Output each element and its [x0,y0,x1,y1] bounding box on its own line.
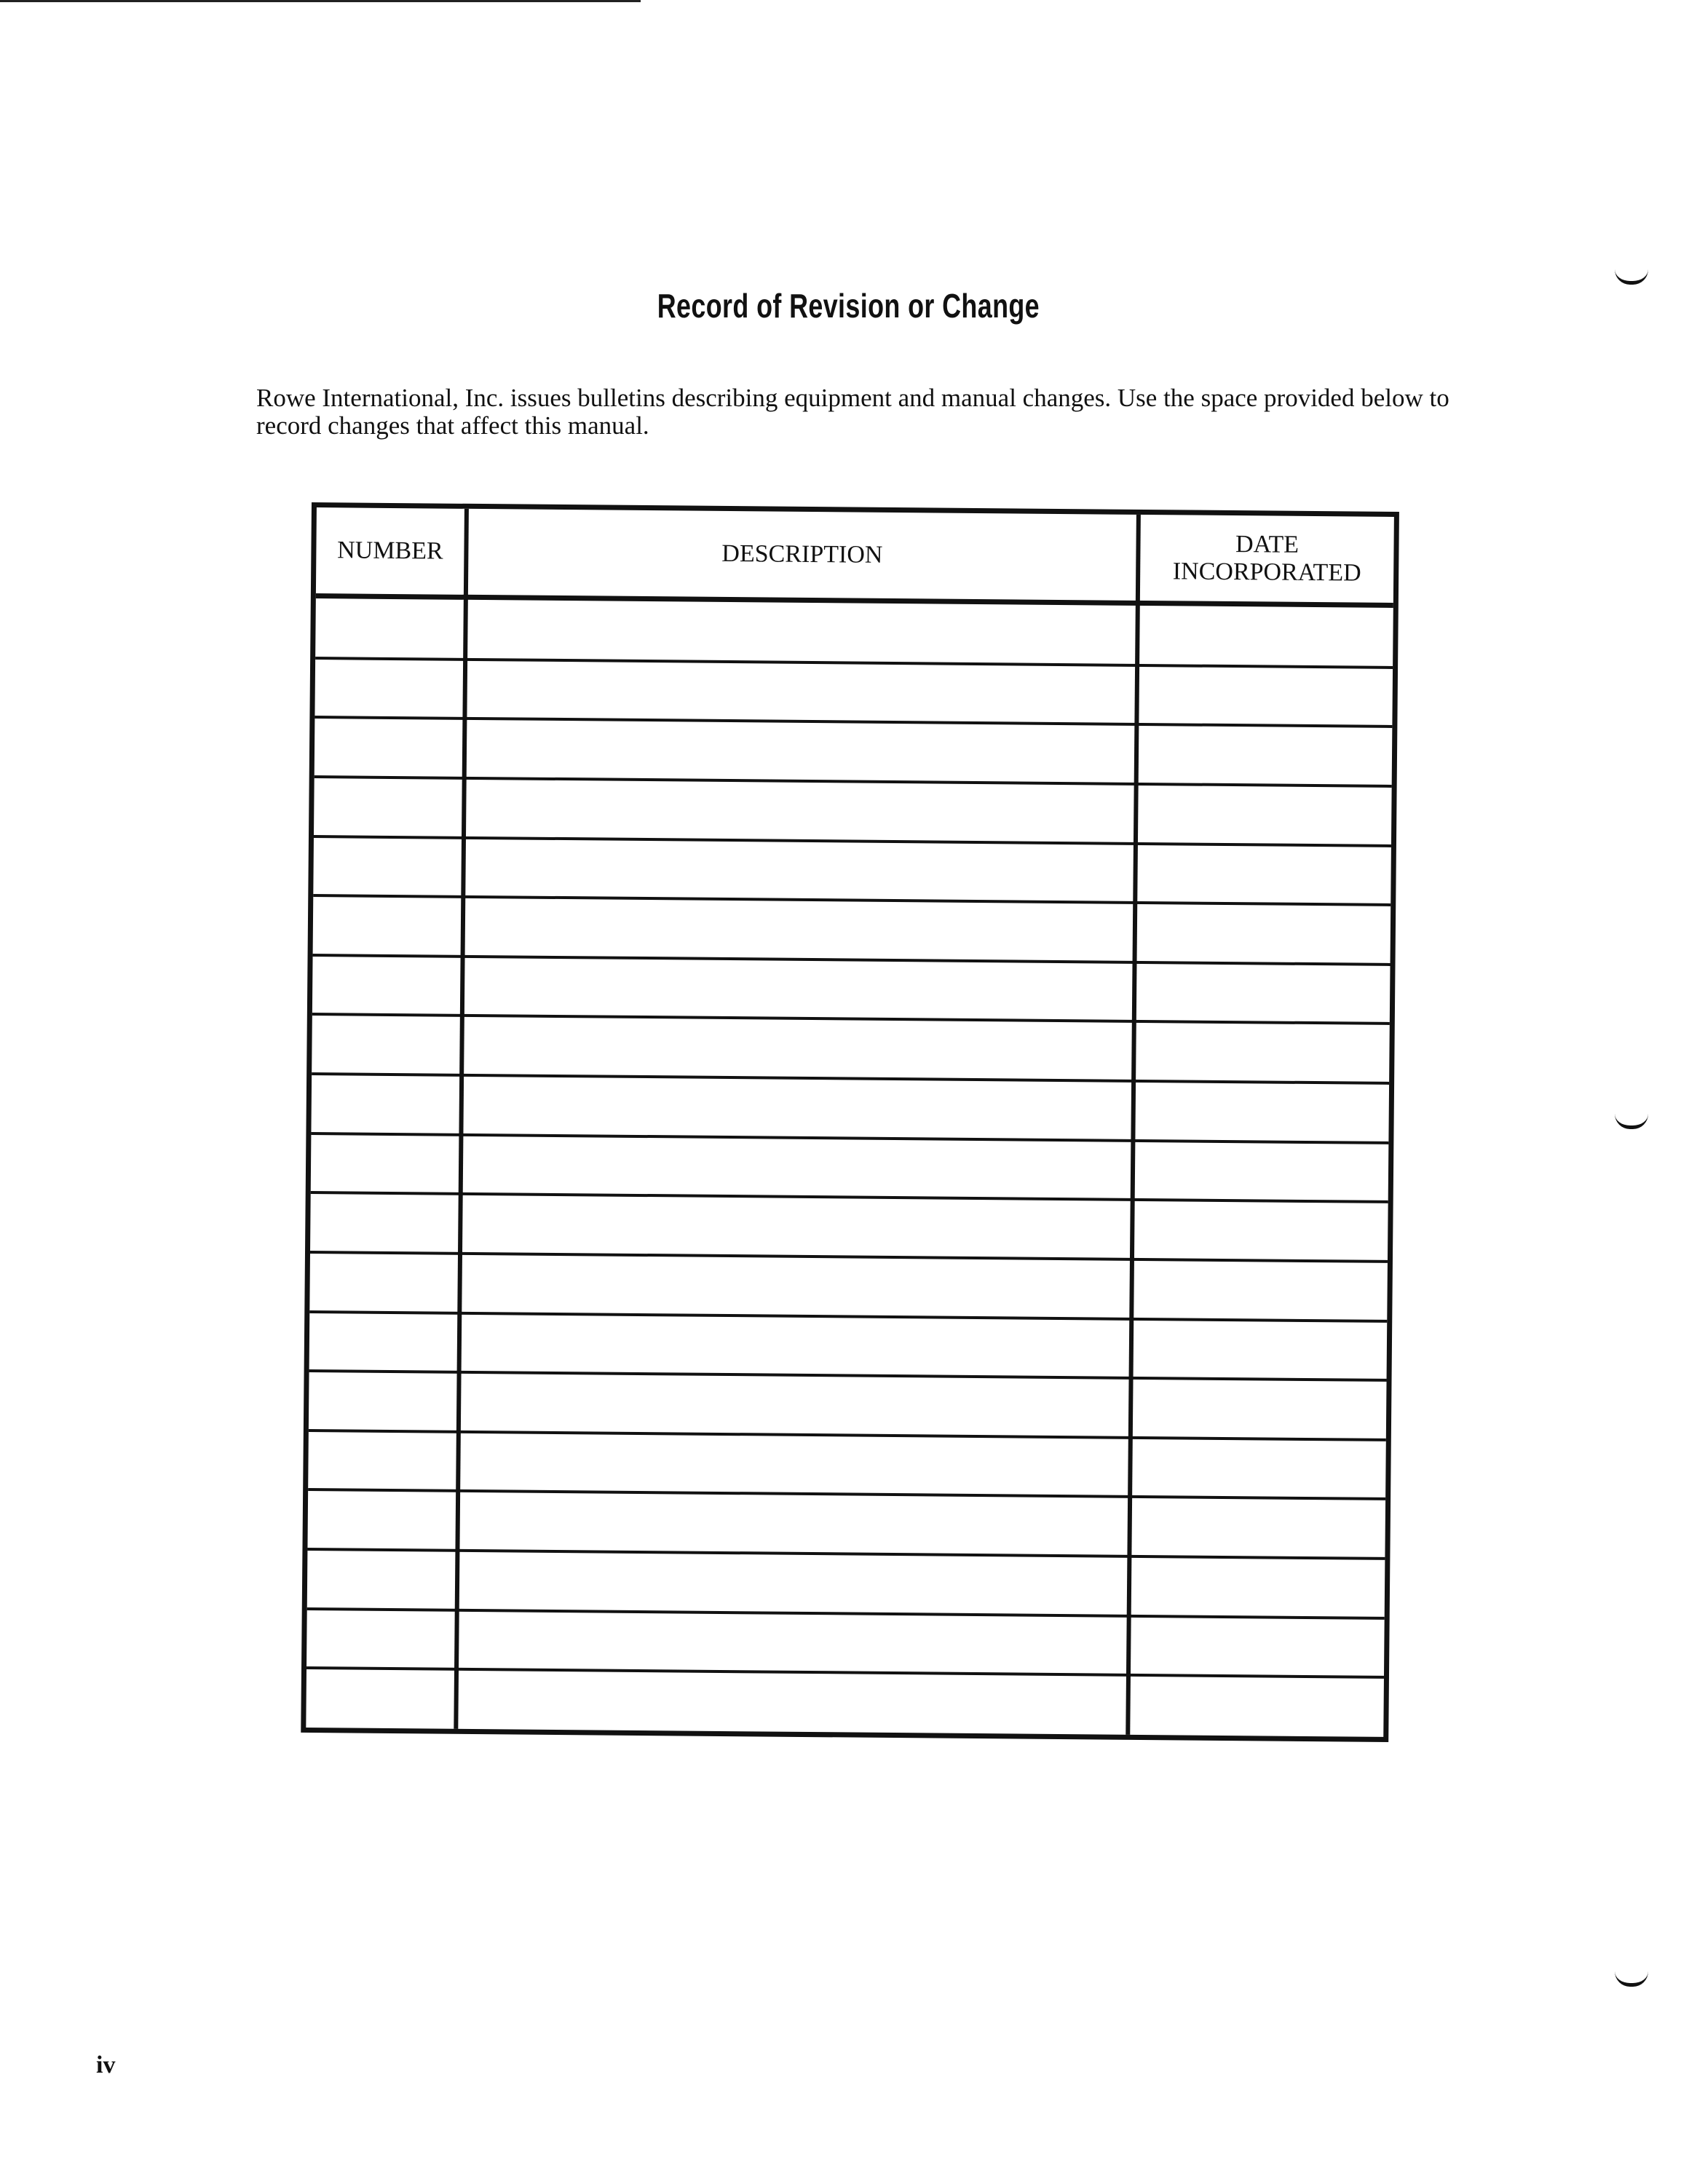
margin-mark [1615,269,1648,285]
revision-table [301,502,1399,1742]
table-row [314,835,1391,847]
top-rule [0,0,641,2]
table-row [312,1013,1390,1025]
header-description: DESCRIPTION [721,539,883,569]
margin-mark [1615,1971,1648,1987]
table-row [307,1607,1385,1620]
table-row [309,1310,1387,1323]
table-row [315,716,1392,728]
table-row [311,1191,1388,1203]
table-row [307,1548,1385,1560]
page-title: Record of Revision or Change [657,286,1040,325]
table-row [308,1488,1385,1500]
table-row [309,1369,1387,1382]
table-row [313,894,1391,906]
column-divider-description [1126,515,1141,1735]
table-row [315,775,1392,788]
table-row [313,954,1391,966]
margin-mark [1615,1114,1648,1129]
header-number: NUMBER [337,537,443,565]
page-number: iv [96,2052,116,2078]
table-row [310,1251,1388,1263]
header-date-incorporated [1140,515,1394,603]
table-header-row [316,507,1394,608]
header-date-line2: INCORPORATED [1172,558,1361,587]
intro-paragraph: Rowe International, Inc. issues bulletins describing equipment and manual changes. Use the space provided below to record changes that affect this manual. [256,384,1449,440]
table-row [306,1666,1384,1679]
column-divider-number [454,509,469,1729]
table-row [315,657,1393,669]
table-row [312,1072,1389,1085]
table-row [311,1132,1388,1144]
header-date-line1: DATE [1235,531,1300,558]
table-row [309,1429,1386,1441]
